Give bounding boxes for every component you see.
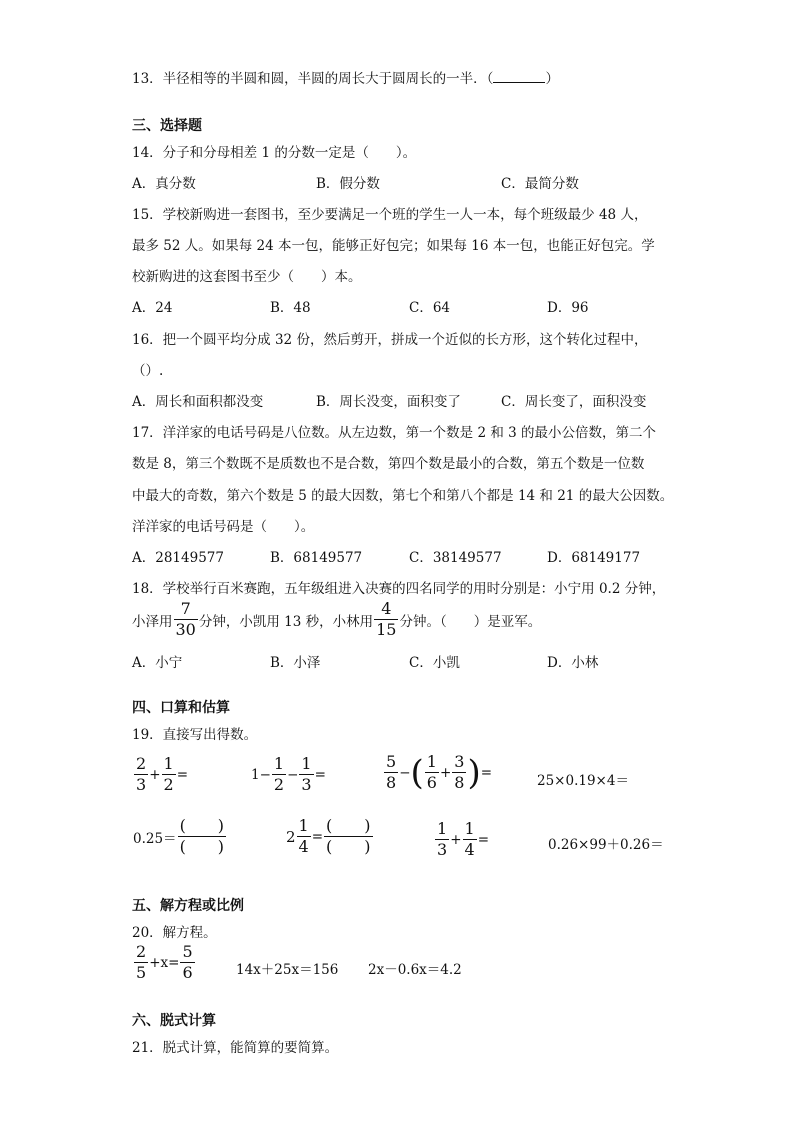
option-a[interactable]: A．真分数: [132, 176, 196, 192]
option-b[interactable]: B．68149577: [270, 550, 363, 566]
question-16-line-2: （）.: [132, 363, 164, 379]
option-b[interactable]: B．假分数: [316, 176, 380, 192]
question-15-line-2: 最多 52 人。如果每 24 本一包，能够正好包完；如果每 16 本一包，也能正好包完。学: [132, 238, 655, 254]
question-14-stem: 14．分子和分母相差 1 的分数一定是（ ）。: [132, 145, 417, 161]
expression-4: 25×0.19×4＝: [537, 773, 629, 789]
option-b[interactable]: B．小泽: [270, 655, 321, 671]
expression-7: $\frac{1}{3}$ + $\frac{1}{4}$ =: [437, 819, 489, 859]
question-17-line-1: 17．洋洋家的电话号码是八位数。从左边数，第一个数是 2 和 3 的最小公倍数，第二个: [132, 425, 657, 441]
expression-3: $\frac{5}{8}$ − ( $\frac{1}{6}$ + $\frac{3}{8}$ ) =: [386, 752, 493, 793]
option-a[interactable]: A．24: [132, 300, 173, 316]
question-13: 13．半径相等的半圆和圆，半圆的周长大于圆周长的一半．（ ）: [132, 71, 559, 87]
option-d[interactable]: D．小林: [547, 655, 599, 671]
section-heading-mental-math: 四、口算和估算: [132, 700, 230, 716]
option-c[interactable]: C．周长变了，面积没变: [501, 394, 647, 410]
section-heading-choice: 三、选择题: [132, 118, 202, 134]
equation-2: 14x＋25x＝156: [236, 962, 339, 978]
question-20-stem: 20．解方程。: [132, 925, 217, 941]
equation-3: 2x－0.6x＝4.2: [368, 962, 462, 978]
expression-6: 2 $\frac{1}{4}$ = $\frac{( )}{( )}$: [286, 816, 371, 856]
option-a[interactable]: A．周长和面积都没变: [132, 394, 264, 410]
equation-1: $\frac{2}{5}$ +x= $\frac{5}{6}$: [136, 942, 193, 982]
option-d[interactable]: D．68149177: [547, 550, 641, 566]
answer-blank[interactable]: [493, 70, 545, 83]
option-d[interactable]: D．96: [547, 300, 589, 316]
option-c[interactable]: C．64: [409, 300, 451, 316]
question-18-line-2: 小泽用 $\frac{7}{30}$ 分钟，小凯用 13 秒，小林用 $\frac{4}{15}$ 分钟。（ ）是亚军。: [132, 599, 542, 639]
question-17-line-3: 中最大的奇数，第六个数是 5 的最大因数，第七个和第八个都是 14 和 21 的最大公因数。: [132, 488, 674, 504]
option-b[interactable]: B．48: [270, 300, 311, 316]
expression-2: 1− $\frac{1}{2}$ − $\frac{1}{3}$ =: [251, 754, 326, 794]
question-19-stem: 19．直接写出得数。: [132, 727, 258, 743]
question-15-line-1: 15．学校新购进一套图书，至少要满足一个班的学生一人一本，每个班级最少 48 人，: [132, 207, 648, 223]
question-15-line-3: 校新购进的这套图书至少（ ）本。: [132, 269, 362, 285]
section-heading-calculation: 六、脱式计算: [132, 1013, 216, 1029]
option-c[interactable]: C．小凯: [409, 655, 460, 671]
question-17-line-2: 数是 8，第三个数既不是质数也不是合数，第四个数是最小的合数，第五个数是一位数: [132, 456, 645, 472]
expression-1: $\frac{2}{3}$ + $\frac{1}{2}$ =: [136, 754, 188, 794]
fraction: $\frac{7}{30}$: [175, 599, 196, 639]
section-heading-equations: 五、解方程或比例: [132, 898, 244, 914]
expression-8: 0.26×99＋0.26＝: [548, 837, 664, 853]
question-17-line-4: 洋洋家的电话号码是（ ）。: [132, 519, 315, 535]
option-b[interactable]: B．周长没变，面积变了: [316, 394, 461, 410]
option-c[interactable]: C．38149577: [409, 550, 502, 566]
question-13-text: 13．半径相等的半圆和圆，半圆的周长大于圆周长的一半．（: [132, 71, 494, 87]
fraction: $\frac{4}{15}$: [376, 599, 397, 639]
question-21-stem: 21．脱式计算，能简算的要简算。: [132, 1040, 339, 1056]
option-c[interactable]: C．最简分数: [501, 176, 579, 192]
expression-5: 0.25＝ $\frac{( )}{( )}$: [133, 816, 225, 856]
option-a[interactable]: A．28149577: [132, 550, 224, 566]
question-16-line-1: 16．把一个圆平均分成 32 份，然后剪开，拼成一个近似的长方形，这个转化过程中，: [132, 332, 648, 348]
option-a[interactable]: A．小宁: [132, 655, 183, 671]
question-18-line-1: 18．学校举行百米赛跑，五年级组进入决赛的四名同学的用时分别是：小宁用 0.2 分钟，: [132, 581, 666, 597]
